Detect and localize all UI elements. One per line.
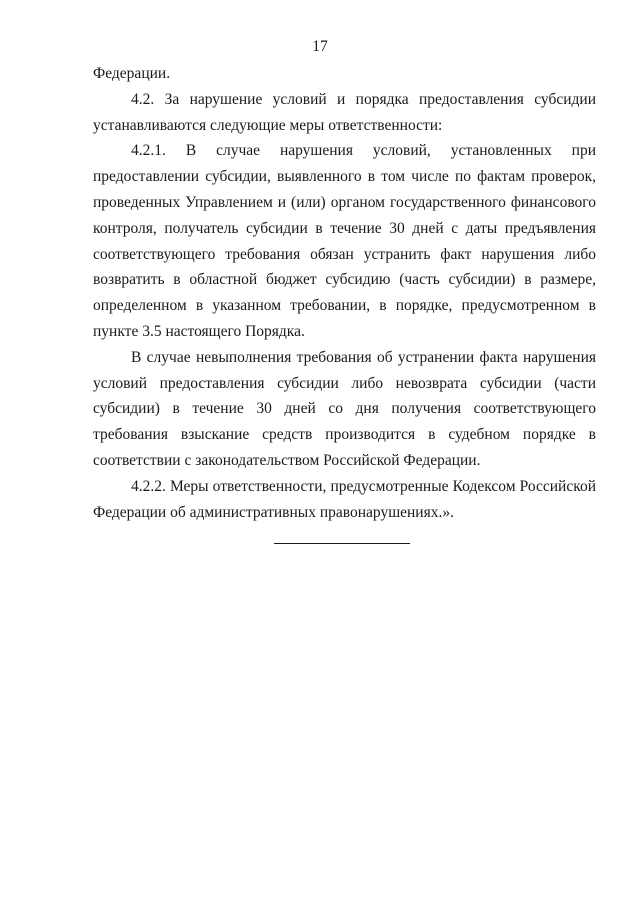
paragraph-non-fulfillment: В случае невыполнения требования об устранении факта нарушения условий предоставления субсидии либо невозврата субсидии (части субсидии) в течение 30 дней со дня получения соответствующего требования взыскание средств производится в судебном порядке в соответствии с законодательством Российской Федерации. [93,348,596,469]
document-body [93,61,596,525]
paragraph-continuation: Федерации. [93,65,171,82]
paragraph-clause-4-2-1: 4.2.1. В случае нарушения условий, установленных при предоставлении субсидии, выявленного в том числе по фактам проверок, проведенных Управлением и (или) органом государственного финансового контроля, получатель субсидии в течение 30 дней с даты предъявления соответствующего требования обязан устранить факт нарушения либо возвратить в областной бюджет субсидию (часть субсидии) в размере, определенном в указанном требовании, в порядке, предусмотренном в пункте 3.5 настоящего Порядка. [93,142,596,340]
paragraph-clause-4-2-2: 4.2.2. Меры ответственности, предусмотренные Кодексом Российской Федерации об административных правонарушениях.». [93,477,596,521]
page-number: 17 [312,38,328,55]
paragraph-clause-4-2: 4.2. За нарушение условий и порядка предоставления субсидии устанавливаются следующие меры ответственности: [93,90,596,134]
end-of-text-rule [274,543,410,544]
